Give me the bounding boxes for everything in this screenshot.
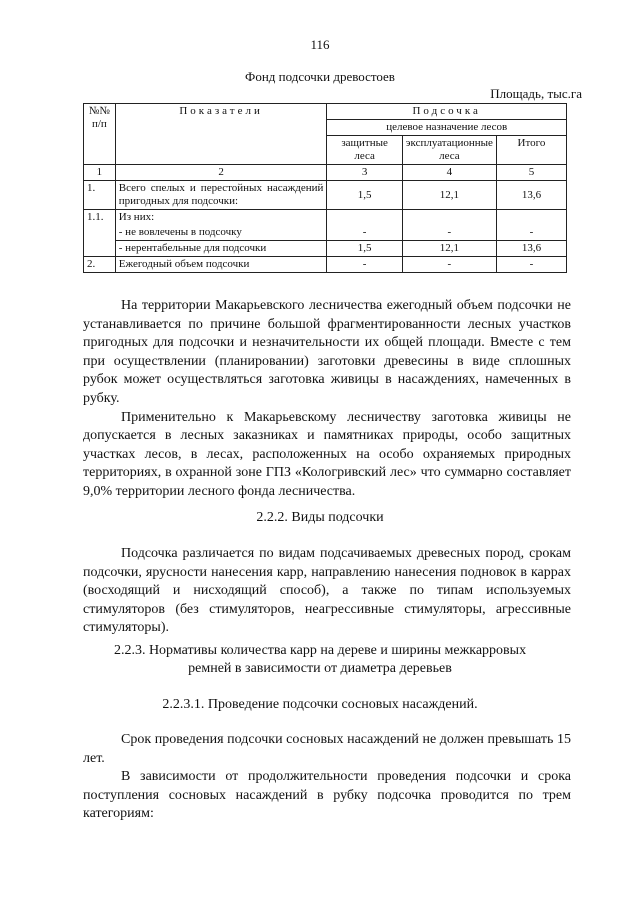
row-protective: - <box>327 225 402 241</box>
row-exploitation: 12,1 <box>402 181 496 210</box>
index-cell: 5 <box>496 165 566 181</box>
paragraph: На территории Макарьевского лесничества ежегодный объем подсочки не устанавливается по причине большой фрагментированности лесных участков пригодных для подсочки и незначительности их общей площади. Вместе с тем при осуществлении (планировании) заготовки древесины в виде сплошных рубок может осуществляться заготовка живицы в насаждениях, намеченных в рубку. <box>83 298 571 406</box>
header-total: Итого <box>496 136 566 165</box>
paragraph-block-3 <box>83 731 571 824</box>
page-number: 116 <box>310 37 330 52</box>
subsection-heading: 2.2.3.1. Проведение подсочки сосновых насаждений. <box>162 697 478 712</box>
row-exploitation: - <box>402 225 496 241</box>
paragraph-block-1 <box>83 297 571 502</box>
row-protective <box>327 210 402 226</box>
tapping-fund-table <box>83 103 567 273</box>
row-exploitation: 12,1 <box>402 241 496 257</box>
row-label: - не вовлечены в подсочку <box>115 225 327 241</box>
row-protective: - <box>327 257 402 273</box>
row-total: - <box>496 257 566 273</box>
section-heading: 2.2.3. Нормативы количества карр на дереве и ширины межкарровых <box>113 643 527 658</box>
index-cell: 2 <box>115 165 327 181</box>
index-cell: 4 <box>402 165 496 181</box>
table-title: Фонд подсочки древостоев <box>245 69 395 84</box>
index-row <box>84 165 567 181</box>
paragraph: Применительно к Макарьевскому лесничеству заготовка живицы не допускается в лесных заказниках и памятниках природы, особо защитных участках лесов, в лесах, расположенных на особо охраняемых природных территориях, в охранной зоне ГПЗ «Кологривский лес» что суммарно составляет 9,0% территории лесного фонда лесничества. <box>83 409 571 499</box>
row-total: 13,6 <box>496 241 566 257</box>
row-label: - нерентабельные для подсочки <box>115 241 327 257</box>
table-row <box>84 210 567 226</box>
paragraph-block-2 <box>83 545 571 638</box>
paragraph: В зависимости от продолжительности проведения подсочки и срока поступления сосновых насаждений в рубку подсочка проводится по трем категориям: <box>83 769 571 822</box>
row-label: Ежегодный объем подсочки <box>115 257 327 273</box>
row-exploitation: - <box>402 257 496 273</box>
row-total: - <box>496 225 566 241</box>
row-total <box>496 210 566 226</box>
paragraph: Срок проведения подсочки сосновых насаждений не должен превышать 15 лет. <box>83 732 571 766</box>
row-protective: 1,5 <box>327 241 402 257</box>
row-num: 1. <box>84 181 116 210</box>
header-purpose: целевое назначение лесов <box>327 120 567 136</box>
table-row <box>84 241 567 257</box>
header-exploitation: эксплуатационные леса <box>402 136 496 165</box>
header-num: №№ п/п <box>84 104 116 165</box>
index-cell: 3 <box>327 165 402 181</box>
header-tapping: Подсочка <box>327 104 567 120</box>
table-row <box>84 225 567 241</box>
paragraph: Подсочка различается по видам подсачиваемых древесных пород, срокам подсочки, ярусности нанесения карр, направлению нанесения подновок в каррах (восходящий и нисходящий способ), а также по типам используемых стимуляторов (без стимуляторов, неагрессивные стимуляторы, агрессивные стимуляторы). <box>83 546 571 636</box>
row-num: 2. <box>84 257 116 273</box>
header-indicators: Показатели <box>115 104 327 165</box>
section-heading: 2.2.2. Виды подсочки <box>256 510 384 525</box>
index-cell: 1 <box>84 165 116 181</box>
row-protective: 1,5 <box>327 181 402 210</box>
row-total: 13,6 <box>496 181 566 210</box>
section-heading-continued: ремней в зависимости от диаметра деревьев <box>188 661 452 676</box>
row-num: 1.1. <box>84 210 116 257</box>
row-exploitation <box>402 210 496 226</box>
row-label: Всего спелых и перестойных насаждений пригодных для подсочки: <box>115 181 327 210</box>
area-unit: Площадь, тыс.га <box>490 86 582 101</box>
table-row <box>84 257 567 273</box>
row-label: Из них: <box>115 210 327 226</box>
header-protective: защитные леса <box>327 136 402 165</box>
table-row <box>84 181 567 210</box>
